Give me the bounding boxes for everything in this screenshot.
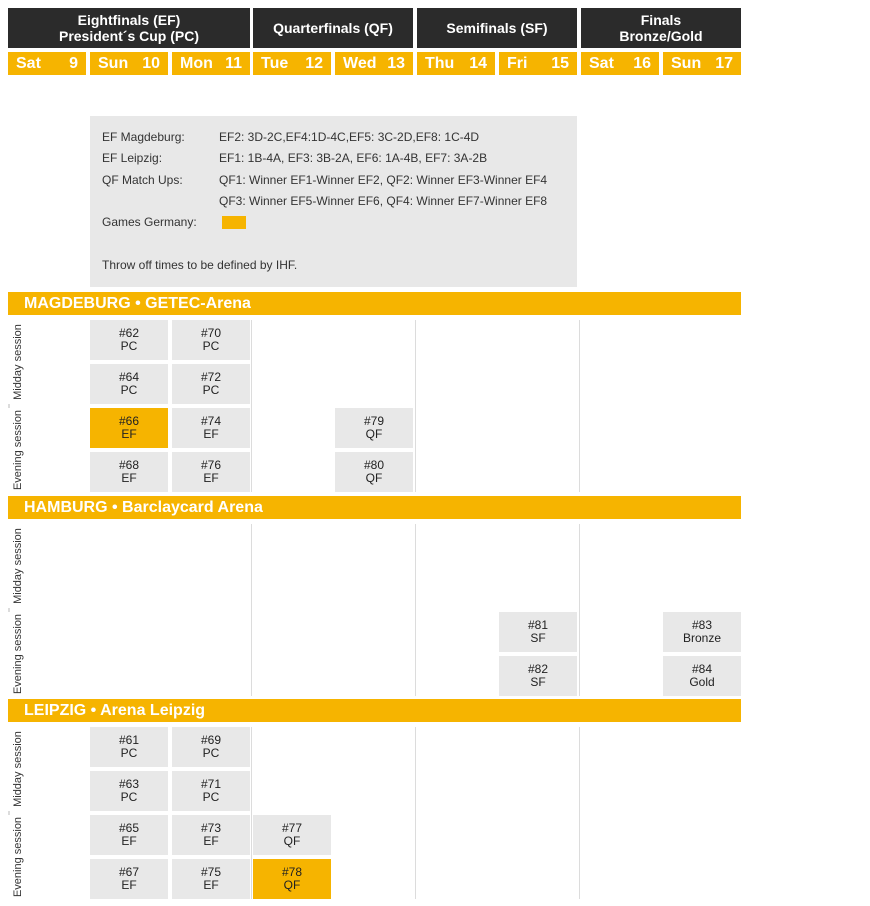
phase-header-fin (581, 8, 741, 48)
midday-session-label (8, 320, 28, 404)
game-box (90, 727, 168, 767)
game-number: #78 (281, 865, 303, 879)
session-label: Midday session (12, 324, 25, 400)
session-separator (8, 404, 10, 408)
game-type: EF (203, 427, 219, 441)
day-number: 16 (633, 54, 651, 72)
day-group-divider (579, 320, 580, 492)
game-number: #73 (200, 821, 222, 835)
game-type: SF (530, 631, 546, 645)
game-type: EF (121, 834, 137, 848)
game-box (172, 408, 250, 448)
day-header (499, 52, 577, 75)
game-type: EF (121, 878, 137, 892)
day-number: 12 (305, 54, 323, 72)
day-header (253, 52, 331, 75)
game-box (499, 612, 577, 652)
info-row-value: EF1: 1B-4A, EF3: 3B-2A, EF6: 1A-4B, EF7: 3A-2B (219, 151, 488, 165)
day-header (90, 52, 168, 75)
day-name: Wed (343, 54, 377, 72)
venue-header (8, 699, 741, 722)
game-type: PC (202, 790, 220, 804)
info-row-label: EF Magdeburg: (102, 130, 185, 144)
phase-label: Finals Bronze/Gold (619, 12, 703, 44)
game-number: #64 (118, 370, 140, 384)
game-type: PC (202, 383, 220, 397)
session-label: Evening session (12, 409, 25, 491)
info-row-value: QF3: Winner EF5-Winner EF6, QF4: Winner EF7-Winner EF8 (219, 194, 548, 208)
game-type: PC (202, 746, 220, 760)
evening-session-label (8, 408, 28, 492)
game-box (172, 320, 250, 360)
day-number: 11 (225, 54, 242, 72)
day-number: 10 (142, 54, 160, 72)
game-type: EF (203, 878, 219, 892)
phase-header-ef (8, 8, 250, 48)
game-type: Bronze (682, 631, 722, 645)
session-label: Midday session (12, 528, 25, 604)
venue-name: LEIPZIG • Arena Leipzig (24, 701, 206, 719)
evening-session-label (8, 815, 28, 899)
day-name: Thu (425, 54, 455, 72)
game-number: #75 (200, 865, 222, 879)
day-number: 13 (387, 54, 405, 72)
game-box (335, 452, 413, 492)
game-number: #82 (527, 662, 549, 676)
info-row-label: EF Leipzig: (102, 151, 163, 165)
game-type: SF (530, 675, 546, 689)
day-name: Sun (671, 54, 702, 72)
game-number: #72 (200, 370, 222, 384)
game-number: #79 (363, 414, 385, 428)
day-group-divider (251, 524, 252, 696)
midday-session-label (8, 524, 28, 608)
germany-legend-label: Games Germany: (102, 215, 197, 229)
game-box (172, 452, 250, 492)
game-box (172, 771, 250, 811)
game-box (90, 408, 168, 448)
game-type: EF (203, 471, 219, 485)
germany-legend-swatch (222, 216, 246, 229)
session-label: Midday session (12, 731, 25, 807)
day-header (417, 52, 495, 75)
game-number: #81 (527, 618, 549, 632)
day-name: Sun (98, 54, 129, 72)
game-number: #76 (200, 458, 222, 472)
game-type: QF (365, 471, 383, 485)
game-number: #70 (200, 326, 222, 340)
venue-header (8, 292, 741, 315)
game-box (90, 320, 168, 360)
info-row-value: QF1: Winner EF1-Winner EF2, QF2: Winner EF3-Winner EF4 (219, 173, 548, 187)
day-number: 9 (69, 54, 78, 72)
session-separator (8, 811, 10, 815)
game-box (172, 364, 250, 404)
game-type: EF (121, 471, 137, 485)
info-row-label: QF Match Ups: (102, 173, 183, 187)
game-type: QF (365, 427, 383, 441)
day-group-divider (415, 727, 416, 899)
game-number: #74 (200, 414, 222, 428)
game-box (172, 859, 250, 899)
game-box (90, 815, 168, 855)
game-number: #67 (118, 865, 140, 879)
session-separator (8, 608, 10, 612)
day-name: Fri (507, 54, 528, 72)
game-box (253, 815, 331, 855)
day-header (8, 52, 86, 75)
session-label: Evening session (12, 816, 25, 898)
venue-name: MAGDEBURG • GETEC-Arena (24, 294, 251, 312)
game-type: PC (120, 383, 138, 397)
game-number: #83 (691, 618, 713, 632)
phase-label: Semifinals (SF) (446, 20, 548, 36)
game-box (90, 859, 168, 899)
game-number: #63 (118, 777, 140, 791)
phase-header-qf (253, 8, 413, 48)
game-number: #77 (281, 821, 303, 835)
game-type: PC (120, 746, 138, 760)
game-type: QF (283, 878, 301, 892)
game-number: #84 (691, 662, 713, 676)
phase-header-sf (417, 8, 577, 48)
day-group-divider (415, 524, 416, 696)
game-box (663, 656, 741, 696)
day-header (581, 52, 659, 75)
game-type: QF (283, 834, 301, 848)
day-group-divider (415, 320, 416, 492)
game-type: PC (120, 339, 138, 353)
session-label: Evening session (12, 613, 25, 695)
day-name: Sat (16, 54, 41, 72)
game-type: PC (202, 339, 220, 353)
game-type: Gold (689, 675, 715, 689)
day-group-divider (251, 320, 252, 492)
phase-label: Quarterfinals (QF) (273, 20, 393, 36)
game-number: #71 (200, 777, 222, 791)
day-name: Tue (261, 54, 289, 72)
game-number: #68 (118, 458, 140, 472)
game-box (253, 859, 331, 899)
game-number: #80 (363, 458, 385, 472)
day-number: 14 (469, 54, 487, 72)
day-name: Sat (589, 54, 614, 72)
game-box (335, 408, 413, 448)
day-header (335, 52, 413, 75)
game-box (172, 727, 250, 767)
game-box (90, 364, 168, 404)
day-group-divider (579, 524, 580, 696)
evening-session-label (8, 612, 28, 696)
day-group-divider (579, 727, 580, 899)
info-box (90, 116, 577, 287)
midday-session-label (8, 727, 28, 811)
game-box (663, 612, 741, 652)
game-box (90, 771, 168, 811)
phase-label: Eightfinals (EF) President´s Cup (PC) (58, 12, 199, 44)
venue-header (8, 496, 741, 519)
game-number: #61 (118, 733, 140, 747)
game-box (499, 656, 577, 696)
day-number: 15 (551, 54, 569, 72)
game-type: EF (203, 834, 219, 848)
day-header (172, 52, 250, 75)
game-type: EF (121, 427, 137, 441)
game-box (172, 815, 250, 855)
venue-name: HAMBURG • Barclaycard Arena (24, 498, 263, 516)
game-number: #66 (118, 414, 140, 428)
day-number: 17 (715, 54, 733, 72)
day-header (663, 52, 741, 75)
game-number: #65 (118, 821, 140, 835)
game-type: PC (120, 790, 138, 804)
game-box (90, 452, 168, 492)
info-note: Throw off times to be defined by IHF. (102, 258, 298, 272)
game-number: #69 (200, 733, 222, 747)
day-name: Mon (180, 54, 213, 72)
info-row-value: EF2: 3D-2C,EF4:1D-4C,EF5: 3C-2D,EF8: 1C-4D (219, 130, 480, 144)
day-group-divider (251, 727, 252, 899)
game-number: #62 (118, 326, 140, 340)
